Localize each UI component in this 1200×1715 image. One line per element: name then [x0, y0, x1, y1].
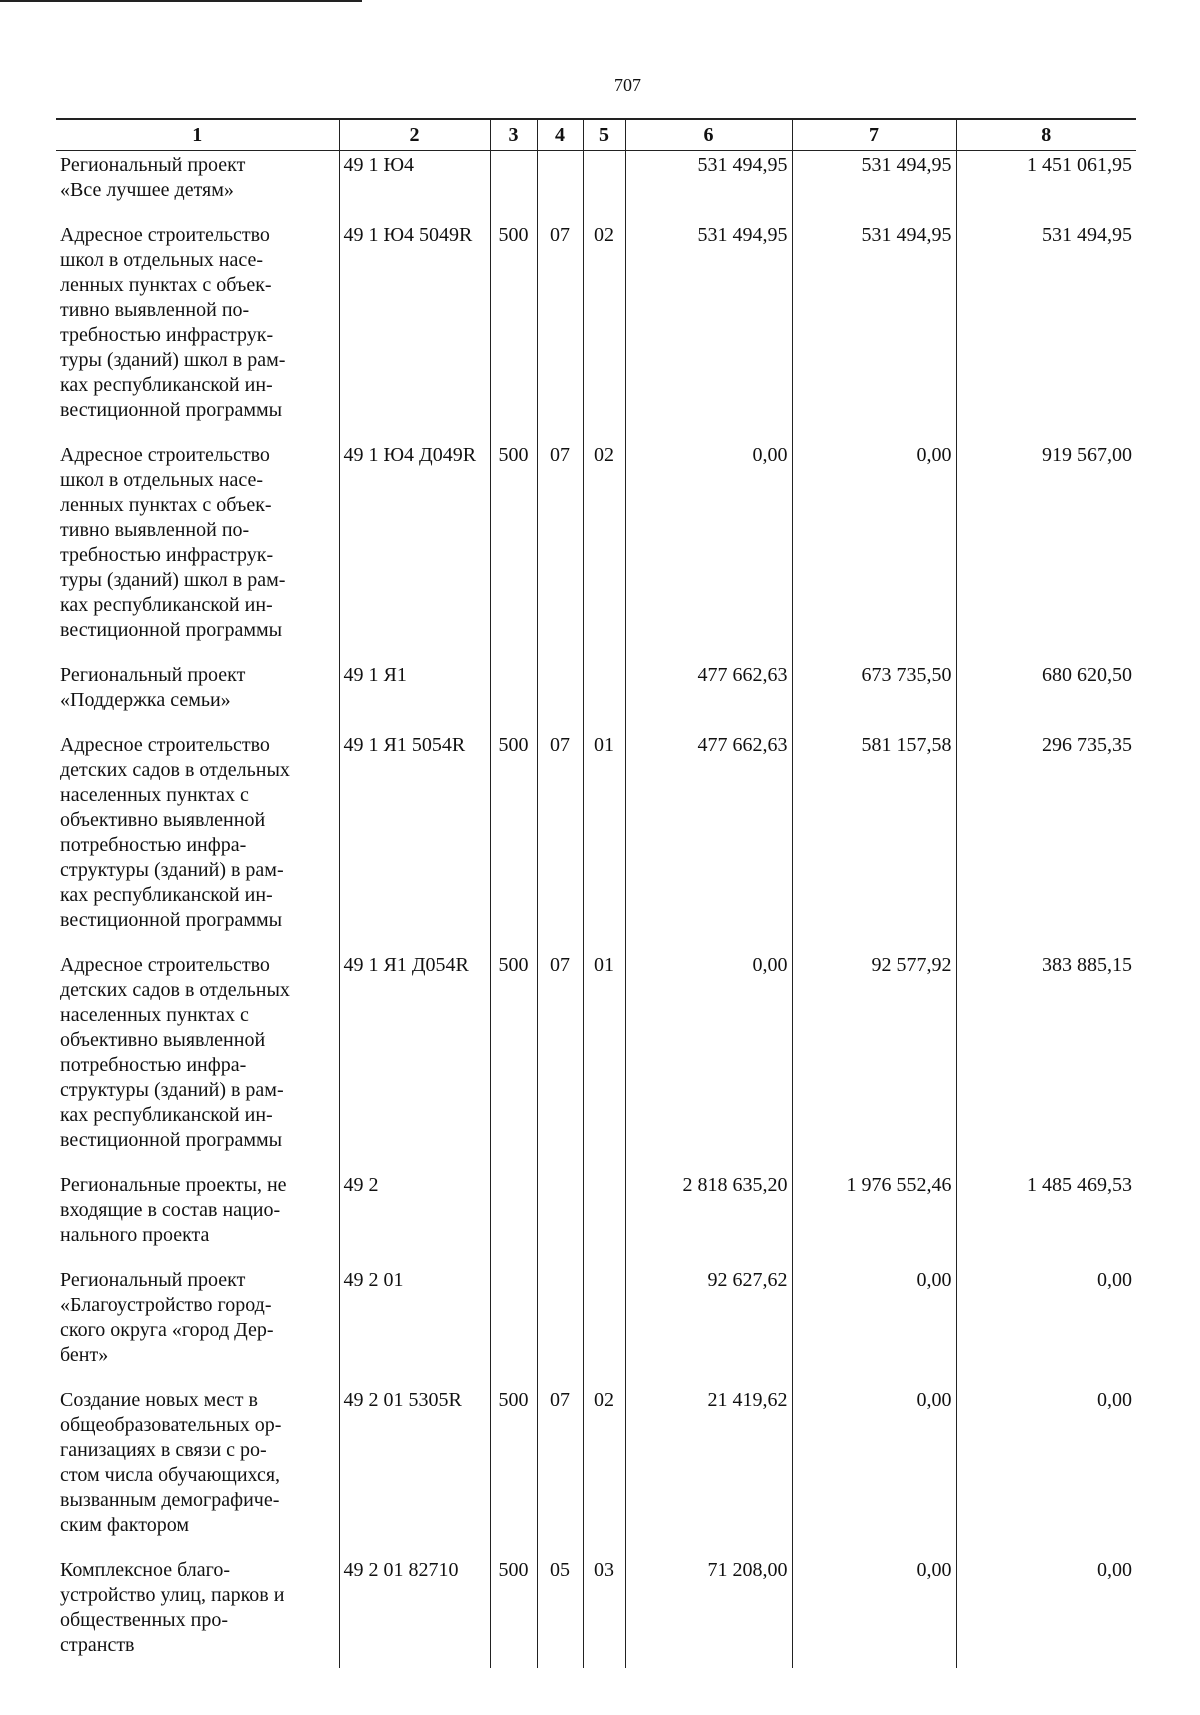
row-col-5	[583, 1163, 625, 1258]
row-col-5: 02	[583, 1378, 625, 1548]
row-col-4	[537, 653, 583, 723]
row-name: Создание новых мест в общеобразовательных ор- ганизациях в связи с ро- стом числа обучающихся, вызванным демографиче- ским фактором	[60, 1389, 282, 1536]
row-name: Адресное строительство школ в отдельных насе- ленных пунктах с объек- тивно выявленной по- требностью инфраструк- туры (зданий) школ в рам- ках республиканской ин- вестиционной программы	[60, 224, 286, 421]
page-number: 707	[614, 75, 641, 95]
header-col-3: 3	[490, 119, 537, 151]
row-value-6: 92 627,62	[625, 1258, 792, 1378]
header-col-6: 6	[625, 119, 792, 151]
table-header	[56, 119, 1136, 151]
table-row	[56, 433, 1136, 653]
row-value-7: 1 976 552,46	[792, 1163, 956, 1258]
row-code: 49 1 Я1 Д054R	[339, 943, 490, 1163]
row-col-4: 07	[537, 213, 583, 433]
row-col-4	[537, 1258, 583, 1378]
row-code: 49 2 01 82710	[339, 1548, 490, 1668]
row-col-3	[490, 1258, 537, 1378]
row-value-8: 531 494,95	[956, 213, 1136, 433]
table-row	[56, 1258, 1136, 1378]
row-value-8: 0,00	[956, 1378, 1136, 1548]
header-row	[56, 119, 1136, 151]
row-col-4: 07	[537, 723, 583, 943]
row-value-8: 919 567,00	[956, 433, 1136, 653]
row-col-5: 01	[583, 723, 625, 943]
row-value-7: 92 577,92	[792, 943, 956, 1163]
row-value-6: 477 662,63	[625, 723, 792, 943]
header-col-1: 1	[56, 119, 339, 151]
row-col-3	[490, 653, 537, 723]
row-value-8: 296 735,35	[956, 723, 1136, 943]
row-value-7: 531 494,95	[792, 213, 956, 433]
row-col-3: 500	[490, 943, 537, 1163]
table-row	[56, 151, 1136, 214]
row-col-3	[490, 151, 537, 214]
row-value-7: 0,00	[792, 433, 956, 653]
row-value-8: 383 885,15	[956, 943, 1136, 1163]
row-value-8: 1 451 061,95	[956, 151, 1136, 214]
table-row	[56, 653, 1136, 723]
row-value-6: 531 494,95	[625, 213, 792, 433]
row-value-7: 0,00	[792, 1378, 956, 1548]
row-value-6: 531 494,95	[625, 151, 792, 214]
row-value-8: 0,00	[956, 1548, 1136, 1668]
row-col-4	[537, 1163, 583, 1258]
row-name: Комплексное благо- устройство улиц, парков и общественных про- странств	[60, 1559, 285, 1656]
row-value-8: 1 485 469,53	[956, 1163, 1136, 1258]
row-col-5	[583, 1258, 625, 1378]
table-row	[56, 1378, 1136, 1548]
row-value-8: 0,00	[956, 1258, 1136, 1378]
row-code: 49 1 Ю4 Д049R	[339, 433, 490, 653]
row-code: 49 1 Я1	[339, 653, 490, 723]
row-name: Региональный проект «Все лучшее детям»	[60, 154, 246, 201]
row-col-3: 500	[490, 1378, 537, 1548]
table-body	[56, 151, 1136, 1669]
table-row	[56, 943, 1136, 1163]
row-col-5	[583, 151, 625, 214]
row-name: Региональный проект «Благоустройство город- ского округа «город Дер- бент»	[60, 1269, 274, 1366]
row-value-6: 0,00	[625, 433, 792, 653]
row-col-4: 07	[537, 433, 583, 653]
row-col-3: 500	[490, 1548, 537, 1668]
row-code: 49 2 01 5305R	[339, 1378, 490, 1548]
row-value-7: 673 735,50	[792, 653, 956, 723]
row-value-8: 680 620,50	[956, 653, 1136, 723]
row-code: 49 2 01	[339, 1258, 490, 1378]
header-col-5: 5	[583, 119, 625, 151]
row-col-3: 500	[490, 213, 537, 433]
row-value-6: 21 419,62	[625, 1378, 792, 1548]
row-col-4	[537, 151, 583, 214]
header-col-7: 7	[792, 119, 956, 151]
row-col-5: 02	[583, 213, 625, 433]
row-col-5	[583, 653, 625, 723]
row-col-5: 01	[583, 943, 625, 1163]
header-col-8: 8	[956, 119, 1136, 151]
row-value-7: 0,00	[792, 1548, 956, 1668]
row-value-6: 71 208,00	[625, 1548, 792, 1668]
row-value-6: 477 662,63	[625, 653, 792, 723]
table-row	[56, 723, 1136, 943]
row-value-7: 0,00	[792, 1258, 956, 1378]
row-name: Адресное строительство детских садов в отдельных населенных пунктах с объективно выявленной потребностью инфра- структуры (зданий) в рам- ках республиканской ин- вестиционной программы	[60, 954, 290, 1151]
budget-table	[56, 118, 1136, 1668]
row-col-4: 05	[537, 1548, 583, 1668]
row-code: 49 1 Я1 5054R	[339, 723, 490, 943]
row-name: Адресное строительство детских садов в отдельных населенных пунктах с объективно выявленной потребностью инфра- структуры (зданий) в рам- ках республиканской ин- вестиционной программы	[60, 734, 290, 931]
row-code: 49 1 Ю4	[339, 151, 490, 214]
row-value-7: 531 494,95	[792, 151, 956, 214]
row-value-7: 581 157,58	[792, 723, 956, 943]
table-row	[56, 1163, 1136, 1258]
top-rule	[0, 0, 362, 2]
row-col-4: 07	[537, 943, 583, 1163]
header-col-4: 4	[537, 119, 583, 151]
row-name: Адресное строительство школ в отдельных насе- ленных пунктах с объек- тивно выявленной по- требностью инфраструк- туры (зданий) школ в рам- ках республиканской ин- вестиционной программы	[60, 444, 286, 641]
row-col-5: 03	[583, 1548, 625, 1668]
row-col-5: 02	[583, 433, 625, 653]
row-col-4: 07	[537, 1378, 583, 1548]
table-row	[56, 213, 1136, 433]
table-row	[56, 1548, 1136, 1668]
row-code: 49 1 Ю4 5049R	[339, 213, 490, 433]
row-name: Региональные проекты, не входящие в состав нацио- нального проекта	[60, 1174, 287, 1246]
row-col-3: 500	[490, 433, 537, 653]
row-value-6: 0,00	[625, 943, 792, 1163]
row-col-3	[490, 1163, 537, 1258]
header-col-2: 2	[339, 119, 490, 151]
row-col-3: 500	[490, 723, 537, 943]
row-name: Региональный проект «Поддержка семьи»	[60, 664, 246, 711]
row-code: 49 2	[339, 1163, 490, 1258]
row-value-6: 2 818 635,20	[625, 1163, 792, 1258]
